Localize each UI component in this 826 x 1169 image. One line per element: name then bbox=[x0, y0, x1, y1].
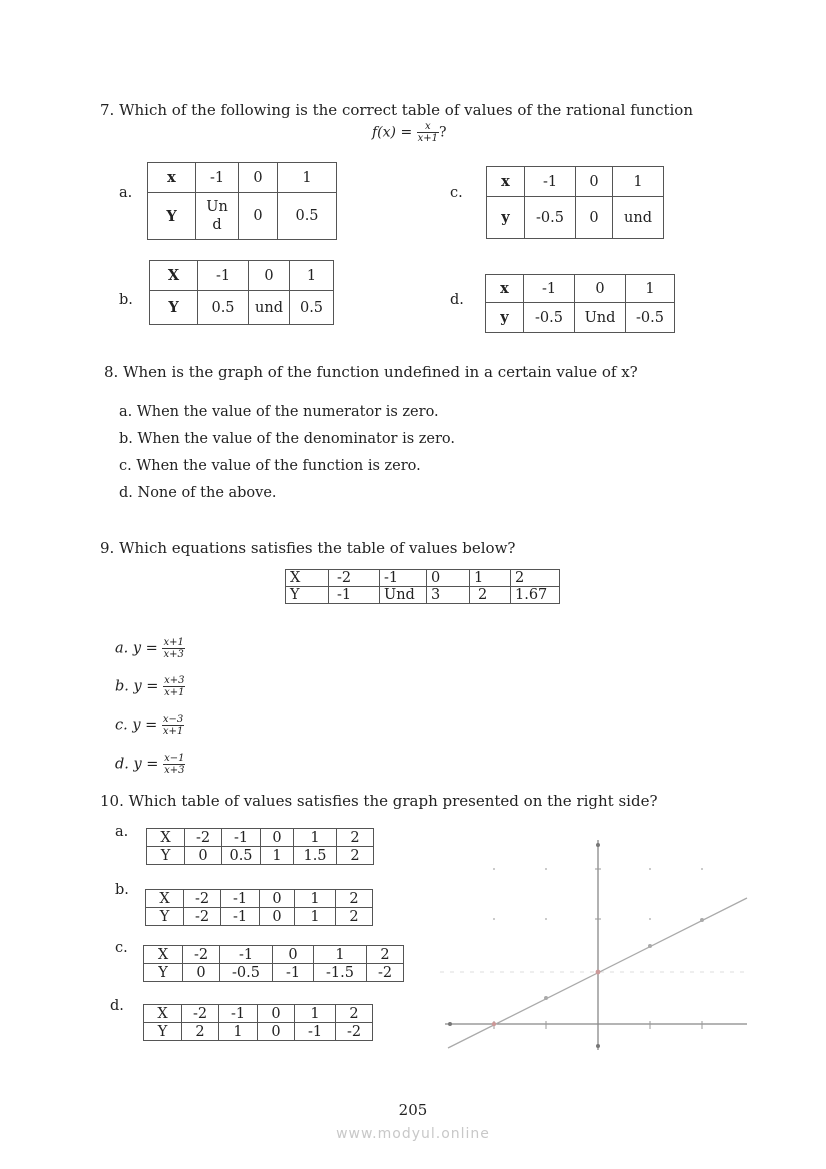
table-cell: 2 bbox=[470, 587, 511, 604]
table-cell: 0.5 bbox=[290, 291, 334, 325]
q9-option-d bbox=[115, 753, 185, 776]
table-cell: -1 bbox=[222, 829, 261, 847]
table-cell: Y bbox=[146, 908, 184, 926]
table-cell: 2 bbox=[336, 908, 373, 926]
table-cell: 2 bbox=[336, 890, 373, 908]
table-cell: 1 bbox=[295, 908, 336, 926]
table-cell: X bbox=[286, 570, 329, 587]
table-cell: 0.5 bbox=[198, 291, 249, 325]
table-cell: 0 bbox=[239, 163, 278, 193]
table-cell: 0.5 bbox=[222, 847, 261, 865]
table-cell: 1 bbox=[613, 167, 664, 197]
q7-fx-lhs: f(x) = bbox=[372, 124, 417, 141]
q10-option-b-table bbox=[145, 889, 373, 926]
q7-option-b-table bbox=[149, 260, 334, 325]
grid-dot bbox=[545, 918, 547, 920]
table-cell: -1 bbox=[219, 1005, 258, 1023]
q8-option-c: c. When the value of the function is zero. bbox=[119, 458, 421, 474]
table-cell: y bbox=[486, 303, 524, 333]
q7-function bbox=[372, 121, 447, 144]
table-cell: 1.67 bbox=[511, 587, 560, 604]
y-axis-arrow-end bbox=[596, 1044, 600, 1048]
table-cell: Y bbox=[144, 964, 183, 982]
table-cell: -0.5 bbox=[525, 197, 576, 239]
table-cell: 1 bbox=[261, 847, 294, 865]
table-cell: 0 bbox=[260, 890, 295, 908]
table-cell: 1 bbox=[295, 1005, 336, 1023]
graph-point bbox=[648, 944, 652, 948]
q10-option-a-table bbox=[146, 828, 374, 865]
grid-dot bbox=[649, 918, 651, 920]
table-cell: -2 bbox=[329, 570, 380, 587]
table-cell: -1 bbox=[525, 167, 576, 197]
table-cell: -1 bbox=[221, 890, 260, 908]
graph-point bbox=[544, 996, 548, 1000]
fraction-numerator: x+3 bbox=[164, 675, 185, 686]
option-label: c. y = bbox=[115, 717, 162, 734]
table-cell: x bbox=[486, 275, 524, 303]
table-cell: 2 bbox=[367, 946, 404, 964]
q10-option-a-label: a. bbox=[115, 824, 129, 840]
fraction-numerator: x+1 bbox=[163, 637, 184, 648]
table-cell: -2 bbox=[336, 1023, 373, 1041]
table-cell: 1 bbox=[219, 1023, 258, 1041]
fraction-denominator: x+1 bbox=[162, 726, 184, 737]
table-cell: Y bbox=[286, 587, 329, 604]
table-cell: 2 bbox=[511, 570, 560, 587]
table-cell: 2 bbox=[337, 847, 374, 865]
grid-dot bbox=[545, 868, 547, 870]
fraction-numerator: x−3 bbox=[162, 714, 184, 725]
table-cell: 2 bbox=[182, 1023, 219, 1041]
table-cell: -1.5 bbox=[314, 964, 367, 982]
table-cell: 0 bbox=[239, 193, 278, 240]
table-cell: Y bbox=[144, 1023, 182, 1041]
table-cell: X bbox=[146, 890, 184, 908]
watermark: www.modyul.online bbox=[336, 1126, 490, 1142]
q10-option-b-label: b. bbox=[115, 882, 129, 898]
table-cell: Und bbox=[380, 587, 427, 604]
table-cell: 0 bbox=[427, 570, 470, 587]
table-cell: X bbox=[150, 261, 198, 291]
table-cell: 0 bbox=[576, 197, 613, 239]
table-cell: -0.5 bbox=[626, 303, 675, 333]
table-cell: Y bbox=[147, 847, 185, 865]
table-cell: -1 bbox=[196, 163, 239, 193]
q10-question: 10. Which table of values satisfies the graph presented on the right side? bbox=[100, 792, 658, 810]
table-cell: -2 bbox=[185, 829, 222, 847]
q10-option-d-table bbox=[143, 1004, 373, 1041]
table-cell: 0 bbox=[249, 261, 290, 291]
table-cell: Y bbox=[150, 291, 198, 325]
table-cell: 0.5 bbox=[278, 193, 337, 240]
q7-option-a-label: a. bbox=[119, 185, 133, 201]
q7-option-c-table bbox=[486, 166, 664, 239]
q8-question: 8. When is the graph of the function undefined in a certain value of x? bbox=[104, 363, 638, 381]
option-label: a. y = bbox=[115, 640, 163, 657]
table-cell: 2 bbox=[337, 829, 374, 847]
table-cell: -2 bbox=[184, 890, 221, 908]
table-cell: -1 bbox=[295, 1023, 336, 1041]
q10-option-d-label: d. bbox=[110, 998, 124, 1014]
fraction-denominator: x+3 bbox=[163, 649, 184, 660]
q7-option-b-label: b. bbox=[119, 292, 133, 308]
q7-option-a-table bbox=[147, 162, 337, 240]
table-cell: -1 bbox=[273, 964, 314, 982]
q9-option-b bbox=[115, 675, 185, 698]
table-cell: 1 bbox=[290, 261, 334, 291]
table-cell: 1 bbox=[314, 946, 367, 964]
q7-fx-num: x bbox=[417, 121, 439, 133]
q7-fx-tail: ? bbox=[439, 124, 447, 141]
table-cell: 1 bbox=[278, 163, 337, 193]
table-cell: -0.5 bbox=[524, 303, 575, 333]
table-cell: 0 bbox=[260, 908, 295, 926]
table-cell: y bbox=[487, 197, 525, 239]
y-axis-arrow-end bbox=[596, 843, 600, 847]
q7-question: 7. Which of the following is the correct table of values of the rational function bbox=[100, 101, 693, 119]
q9-option-c bbox=[115, 714, 184, 737]
table-cell: 2 bbox=[336, 1005, 373, 1023]
table-cell: 0 bbox=[185, 847, 222, 865]
table-cell: 1 bbox=[294, 829, 337, 847]
table-cell: Und bbox=[575, 303, 626, 333]
table-cell: 1.5 bbox=[294, 847, 337, 865]
table-cell: x bbox=[148, 163, 196, 193]
table-cell: x bbox=[487, 167, 525, 197]
table-cell: -2 bbox=[183, 946, 220, 964]
graph-point bbox=[596, 970, 601, 975]
grid-dot bbox=[649, 868, 651, 870]
table-cell: 1 bbox=[626, 275, 675, 303]
table-cell: und bbox=[613, 197, 664, 239]
graph-point bbox=[700, 918, 704, 922]
table-cell: und bbox=[249, 291, 290, 325]
q7-fx-den: x+1 bbox=[417, 133, 439, 144]
page-number: 205 bbox=[398, 1101, 428, 1119]
table-cell: -2 bbox=[367, 964, 404, 982]
q9-table bbox=[285, 569, 560, 604]
table-cell: 0 bbox=[576, 167, 613, 197]
grid-dot bbox=[493, 868, 495, 870]
q8-option-a: a. When the value of the numerator is zero. bbox=[119, 404, 439, 420]
table-cell: 0 bbox=[575, 275, 626, 303]
q10-option-c-table bbox=[143, 945, 404, 982]
q10-option-c-label: c. bbox=[115, 940, 128, 956]
q8-option-b: b. When the value of the denominator is zero. bbox=[119, 431, 456, 447]
table-cell: Y bbox=[148, 193, 196, 240]
table-cell bbox=[196, 193, 239, 240]
q9-question: 9. Which equations satisfies the table of values below? bbox=[100, 539, 516, 557]
table-cell: -1 bbox=[380, 570, 427, 587]
q8-option-d: d. None of the above. bbox=[119, 485, 277, 501]
option-label: b. y = bbox=[115, 678, 164, 695]
option-label: d. y = bbox=[115, 756, 164, 773]
table-cell: X bbox=[144, 946, 183, 964]
fraction-numerator: x−1 bbox=[164, 753, 185, 764]
table-cell: 0 bbox=[273, 946, 314, 964]
table-cell: 1 bbox=[295, 890, 336, 908]
table-cell: -1 bbox=[524, 275, 575, 303]
table-cell: 1 bbox=[470, 570, 511, 587]
wrapped-cell-text: Un d bbox=[206, 199, 228, 233]
table-cell: -1 bbox=[329, 587, 380, 604]
q9-option-a bbox=[115, 637, 185, 660]
q7-option-d-table bbox=[485, 274, 675, 333]
table-cell: -2 bbox=[184, 908, 221, 926]
table-cell: X bbox=[147, 829, 185, 847]
table-cell: -2 bbox=[182, 1005, 219, 1023]
grid-dot bbox=[493, 918, 495, 920]
table-cell: 0 bbox=[261, 829, 294, 847]
table-cell: X bbox=[144, 1005, 182, 1023]
grid-dot bbox=[701, 868, 703, 870]
table-cell: 0 bbox=[258, 1023, 295, 1041]
fraction-denominator: x+3 bbox=[164, 765, 185, 776]
q7-option-d-label: d. bbox=[450, 292, 464, 308]
fraction-denominator: x+1 bbox=[164, 687, 185, 698]
q7-option-c-label: c. bbox=[450, 185, 463, 201]
table-cell: -1 bbox=[198, 261, 249, 291]
table-cell: -0.5 bbox=[220, 964, 273, 982]
table-cell: -1 bbox=[220, 946, 273, 964]
x-axis-arrow-end bbox=[448, 1022, 452, 1026]
q10-graph bbox=[440, 835, 760, 1055]
table-cell: 3 bbox=[427, 587, 470, 604]
table-cell: 0 bbox=[258, 1005, 295, 1023]
table-cell: 0 bbox=[183, 964, 220, 982]
table-cell: -1 bbox=[221, 908, 260, 926]
graph-point bbox=[492, 1022, 496, 1026]
